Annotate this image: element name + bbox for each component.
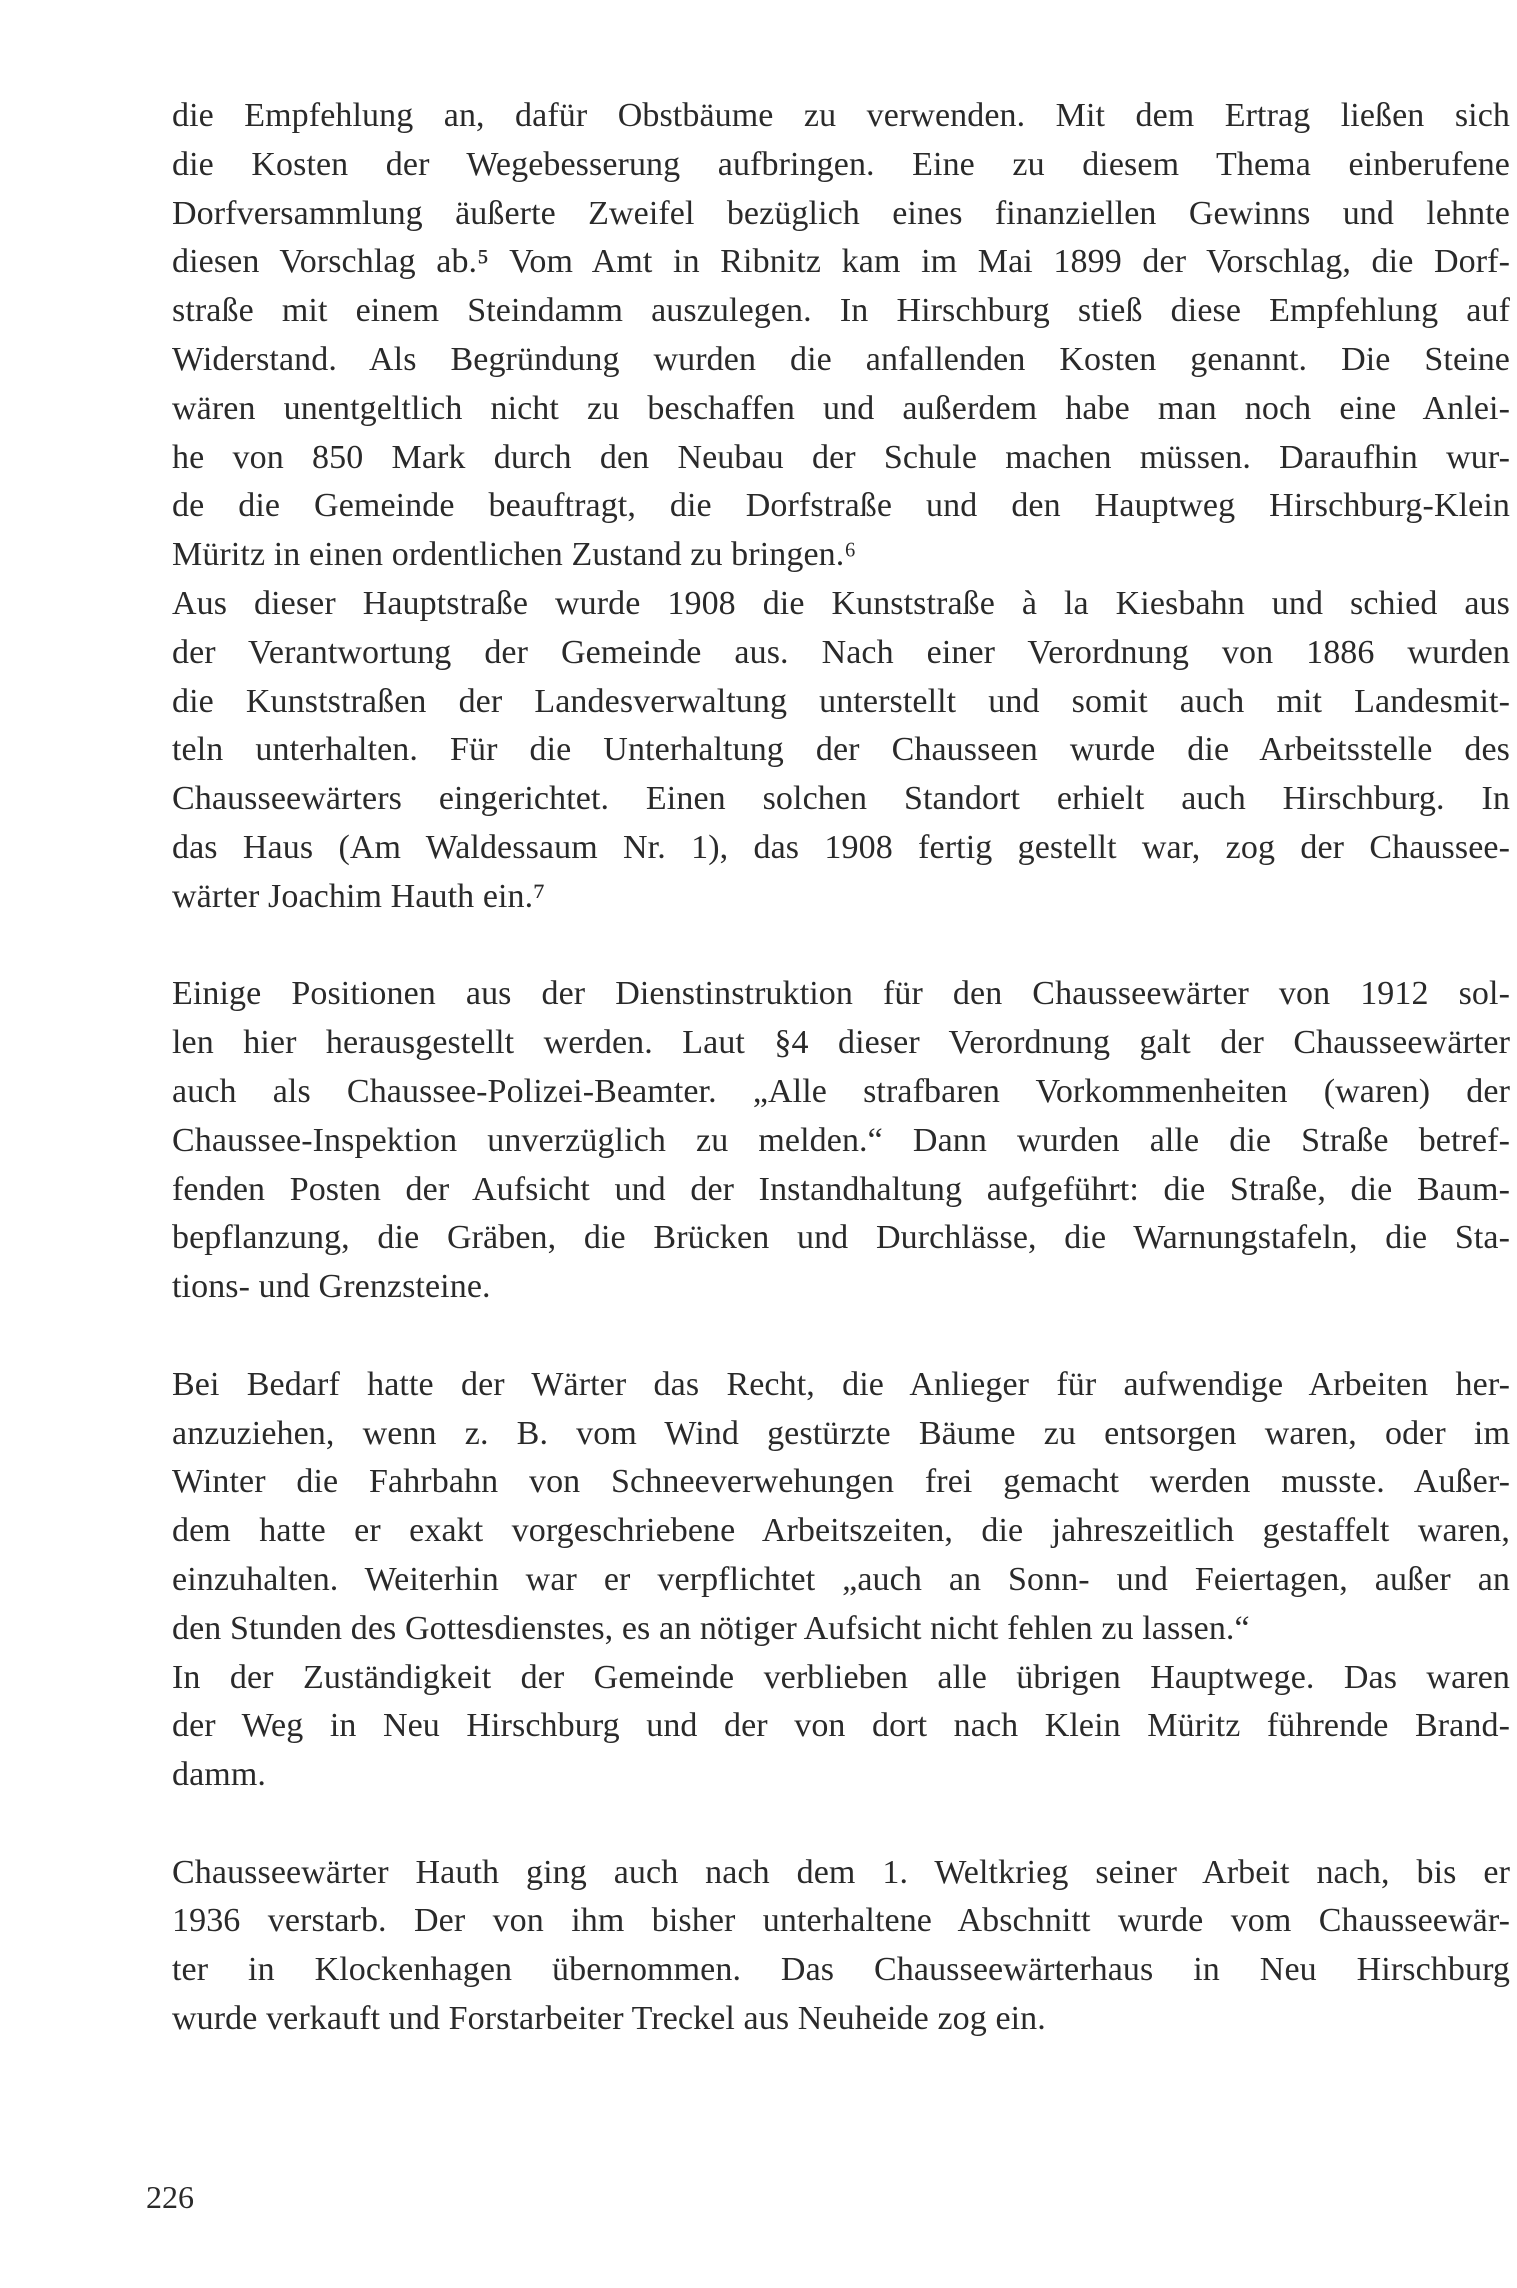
text-line: die Empfehlung an, dafür Obstbäume zu verwenden. Mit dem Ertrag ließen sich [172, 97, 1510, 134]
text-line: der Weg in Neu Hirschburg und der von dort nach Klein Müritz führende Brand- [172, 1707, 1510, 1745]
text-line: len hier herausgestellt werden. Laut §4 dieser Verordnung galt der Chausseewärter [172, 1024, 1510, 1062]
text-line: damm. [172, 1756, 266, 1794]
text-line: Einige Positionen aus der Dienstinstruktion für den Chausseewärter von 1912 sol- [172, 975, 1510, 1013]
text-line: fenden Posten der Aufsicht und der Instandhaltung aufgeführt: die Straße, die Baum- [172, 1170, 1510, 1208]
text-line: Winter die Fahrbahn von Schneeverwehungen frei gemacht werden musste. Außer- [172, 1463, 1510, 1501]
text-line: straße mit einem Steindamm auszulegen. In Hirschburg stieß diese Empfehlung auf [172, 292, 1510, 330]
text-line: wärter Joachim Hauth ein.⁷ [172, 877, 546, 915]
page-number: 226 [146, 2179, 194, 2215]
text-line: ter in Klockenhagen übernommen. Das Chausseewärterhaus in Neu Hirschburg [172, 1951, 1510, 1989]
text-line: die Kunststraßen der Landesverwaltung unterstellt und somit auch mit Landesmit- [172, 682, 1510, 720]
text-line: tions- und Grenzsteine. [172, 1268, 491, 1306]
text-line: Chaussee-Inspektion unverzüglich zu melden.“ Dann wurden alle die Straße betref- [172, 1121, 1510, 1159]
text-line: de die Gemeinde beauftragt, die Dorfstraße und den Hauptweg Hirschburg-Klein [172, 487, 1510, 525]
paragraph-gap [172, 922, 1510, 971]
text-line: der Verantwortung der Gemeinde aus. Nach einer Verordnung von 1886 wurden [172, 633, 1510, 671]
text-line: teln unterhalten. Für die Unterhaltung der Chausseen wurde die Arbeitsstelle des [172, 731, 1510, 769]
text-line: wären unentgeltlich nicht zu beschaffen und außerdem habe man noch eine Anlei- [172, 389, 1510, 427]
text-line: Chausseewärter Hauth ging auch nach dem 1. Weltkrieg seiner Arbeit nach, bis er [172, 1853, 1510, 1891]
text-line: Widerstand. Als Begründung wurden die anfallenden Kosten genannt. Die Steine [172, 340, 1510, 378]
text-line: Aus dieser Hauptstraße wurde 1908 die Kunststraße à la Kiesbahn und schied aus [172, 584, 1510, 622]
text-line: einzuhalten. Weiterhin war er verpflichtet „auch an Sonn- und Feiertagen, außer an [172, 1560, 1510, 1598]
body-text [172, 92, 1510, 2044]
text-line: den Stunden des Gottesdienstes, es an nötiger Aufsicht nicht fehlen zu lassen.“ [172, 1609, 1250, 1647]
paragraph-gap [172, 1312, 1510, 1361]
text-line: Chausseewärters eingerichtet. Einen solchen Standort erhielt auch Hirschburg. In [172, 780, 1510, 818]
text-line: wurde verkauft und Forstarbeiter Treckel aus Neuheide zog ein. [172, 2000, 1046, 2038]
text-line: 1936 verstarb. Der von ihm bisher unterhaltene Abschnitt wurde vom Chausseewär- [172, 1902, 1510, 1940]
text-line: das Haus (Am Waldessaum Nr. 1), das 1908 fertig gestellt war, zog der Chaussee- [172, 828, 1510, 866]
text-line: Dorfversammlung äußerte Zweifel bezüglich eines finanziellen Gewinns und lehnte [172, 194, 1510, 232]
paragraph-gap [172, 1800, 1510, 1849]
text-line: anzuziehen, wenn z. B. vom Wind gestürzte Bäume zu entsorgen waren, oder im [172, 1414, 1510, 1452]
text-line: die Kosten der Wegebesserung aufbringen. Eine zu diesem Thema einberufene [172, 145, 1510, 183]
text-line: diesen Vorschlag ab.⁵ Vom Amt in Ribnitz kam im Mai 1899 der Vorschlag, die Dorf- [172, 243, 1510, 281]
text-line: Müritz in einen ordentlichen Zustand zu bringen.⁶ [172, 536, 857, 574]
text-line: he von 850 Mark durch den Neubau der Schule machen müssen. Daraufhin wur- [172, 438, 1510, 476]
text-line: auch als Chaussee-Polizei-Beamter. „Alle strafbaren Vorkommenheiten (waren) der [172, 1072, 1510, 1110]
text-line: In der Zuständigkeit der Gemeinde verblieben alle übrigen Hauptwege. Das waren [172, 1658, 1510, 1696]
text-line: Bei Bedarf hatte der Wärter das Recht, die Anlieger für aufwendige Arbeiten her- [172, 1365, 1510, 1403]
text-line: bepflanzung, die Gräben, die Brücken und Durchlässe, die Warnungstafeln, die Sta- [172, 1219, 1510, 1257]
text-line: dem hatte er exakt vorgeschriebene Arbeitszeiten, die jahreszeitlich gestaffelt waren, [172, 1512, 1510, 1550]
